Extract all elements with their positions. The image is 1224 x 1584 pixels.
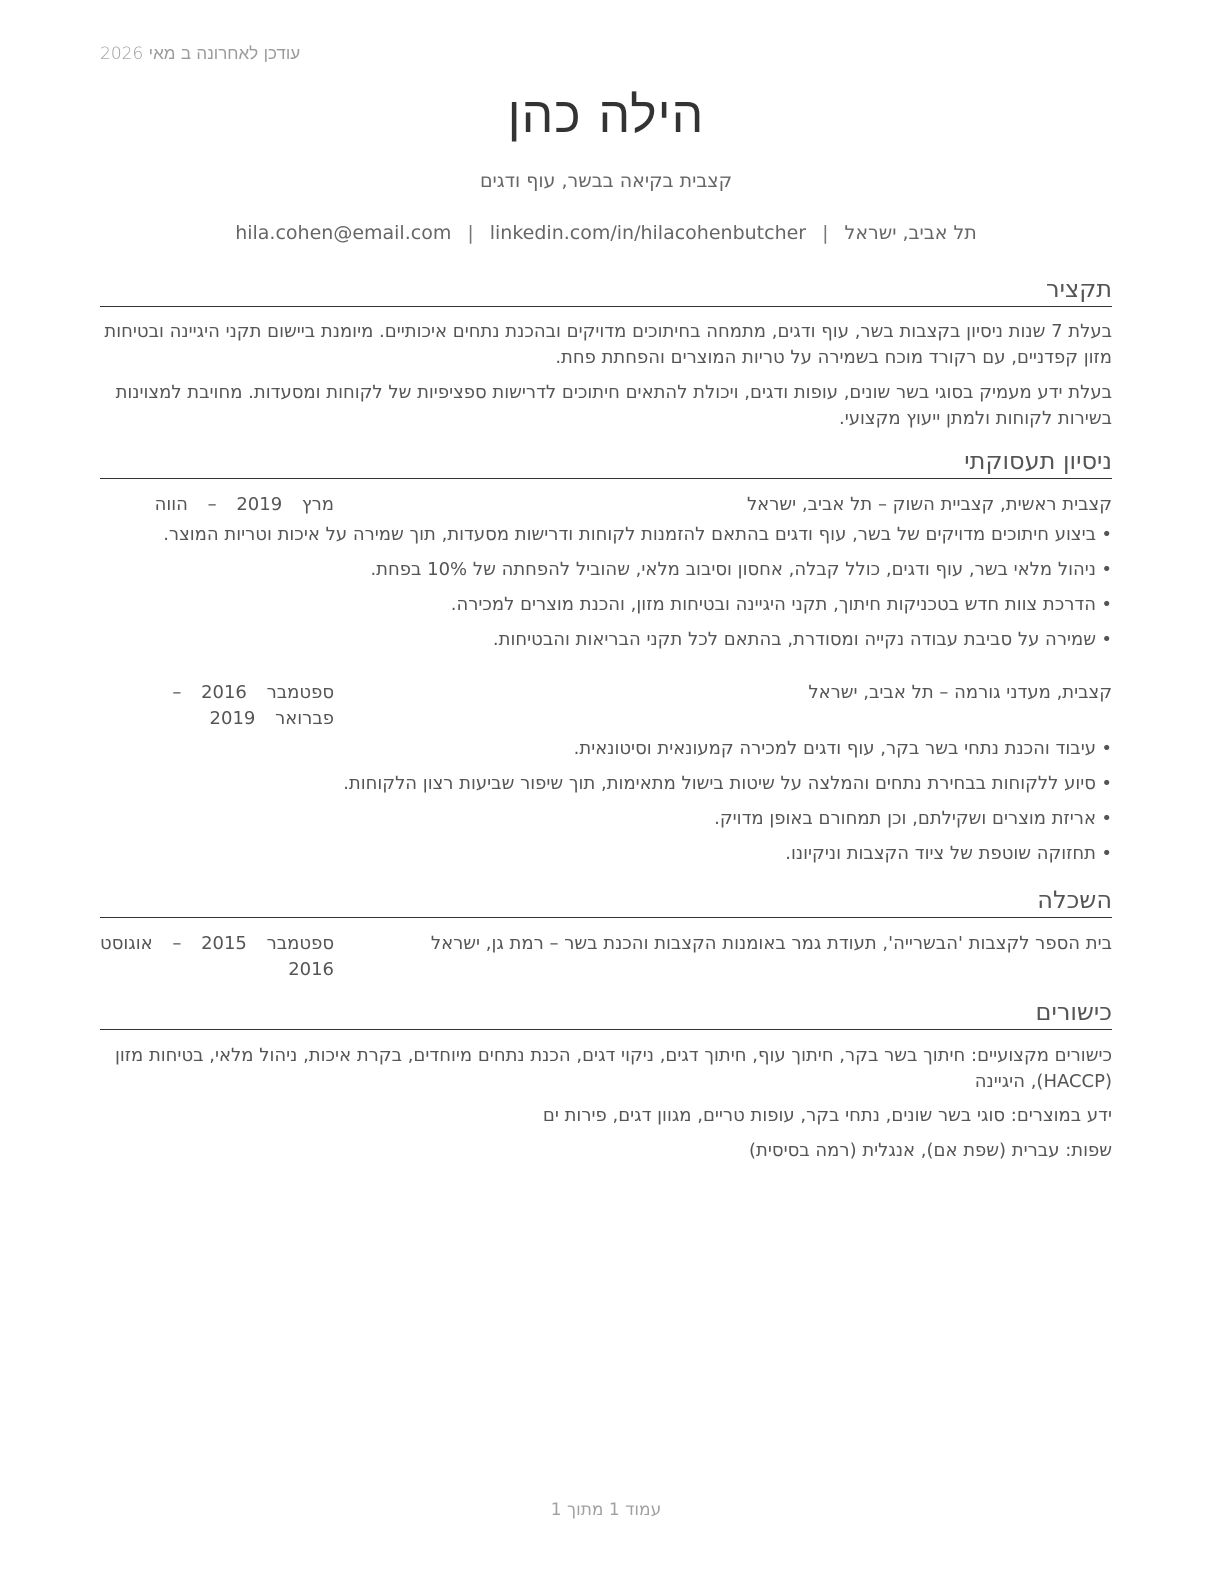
summary-paragraph-1: בעלת 7 שנות ניסיון בקצבות בשר, עוף ודגים, מתמחה בחיתוכים מדויקים ובהכנת נתחים איכותיים. מיומנת ביישום תקני היגיינה ובטיחות מזון קפדניים, עם רקורד מוכח בשמירה על טריות המוצרים והפחתת פחת.: [104, 321, 1112, 368]
contact-separator: |: [467, 222, 474, 244]
page-number: עמוד 1 מתוך 1: [550, 1500, 662, 1520]
list-item: • הדרכת צוות חדש בטכניקות חיתוך, תקני היגיינה ובטיחות מזון, והכנת מוצרים למכירה.: [100, 592, 1112, 627]
contact-email[interactable]: hila.cohen@email.com: [235, 222, 452, 244]
job-dates: מרץ 2019 – הווה: [154, 494, 334, 515]
list-item: • תחזוקה שוטפת של ציוד הקצבות וניקיונו.: [100, 841, 1112, 876]
summary-heading: תקציר: [100, 274, 1112, 307]
contact-linkedin[interactable]: linkedin.com/in/hilacohenbutcher: [489, 222, 807, 244]
list-item: • שמירה על סביבת עבודה נקייה ומסודרת, בהתאם לכל תקני הבריאות והבטיחות.: [100, 627, 1112, 662]
list-item: • סיוע ללקוחות בבחירת נתחים והמלצה על שיטות בישול מתאימות, תוך שיפור שביעות רצון הלקוחות.: [100, 771, 1112, 806]
education-heading: השכלה: [100, 885, 1112, 918]
job-bullets: [100, 522, 1112, 662]
list-item: • ניהול מלאי בשר, עוף ודגים, כולל קבלה, אחסון וסיבוב מלאי, שהוביל להפחתה של 10% בפחת.: [100, 557, 1112, 592]
last-updated-note: עודכן לאחרונה ב מאי 2026: [100, 44, 301, 64]
summary-paragraph-2: בעלת ידע מעמיק בסוגי בשר שונים, עופות ודגים, ויכולת להתאים חיתוכים לדרישות ספציפיות של לקוחות ומסעדות. מחויבת למצוינות בשירות לקוחות ולמתן ייעוץ מקצועי.: [115, 382, 1112, 429]
job-bullets: [100, 736, 1112, 876]
resume-page: [100, 0, 1112, 1584]
list-item: • ביצוע חיתוכים מדויקים של בשר, עוף ודגים בהתאם להזמנות לקוחות ודרישות מסעדות, תוך שמירה על איכות וטריות המוצר.: [100, 522, 1112, 557]
job-dates: ספטמבר 2016 – פברואר 2019: [172, 682, 334, 729]
contact-separator: |: [822, 222, 829, 244]
skills-products: ידע במוצרים: סוגי בשר שונים, נתחי בקר, עופות טריים, מגוון דגים, פירות ים: [542, 1105, 1112, 1126]
candidate-title: קצבית בקיאה בבשר, עוף ודגים: [479, 170, 733, 192]
candidate-name: הילה כהן: [507, 86, 705, 144]
education-dates: ספטמבר 2015 – אוגוסט 2016: [100, 933, 334, 980]
education-text: בית הספר לקצבות 'הבשרייה', תעודת גמר באומנות הקצבות והכנת בשר – רמת גן, ישראל: [430, 933, 1112, 954]
skills-languages: שפות: עברית (שפת אם), אנגלית (רמה בסיסית): [749, 1140, 1112, 1161]
contact-line: [100, 222, 1112, 244]
list-item: • עיבוד והכנת נתחי בשר בקר, עוף ודגים למכירה קמעונאית וסיטונאית.: [100, 736, 1112, 771]
job-role: קצבית ראשית, קצביית השוק – תל אביב, ישראל: [746, 494, 1112, 515]
skills-heading: כישורים: [100, 997, 1112, 1030]
job-role: קצבית, מעדני גורמה – תל אביב, ישראל: [808, 682, 1112, 703]
contact-location: תל אביב, ישראל: [844, 222, 977, 244]
skills-professional: כישורים מקצועיים: חיתוך בשר בקר, חיתוך עוף, חיתוך דגים, ניקוי דגים, הכנת נתחים מיוחדים, בקרת איכות, ניהול מלאי, בטיחות מזון (HACCP), היגיינה: [114, 1045, 1112, 1092]
list-item: • אריזת מוצרים ושקילתם, וכן תמחורם באופן מדויק.: [100, 806, 1112, 841]
experience-heading: ניסיון תעסוקתי: [100, 446, 1112, 479]
